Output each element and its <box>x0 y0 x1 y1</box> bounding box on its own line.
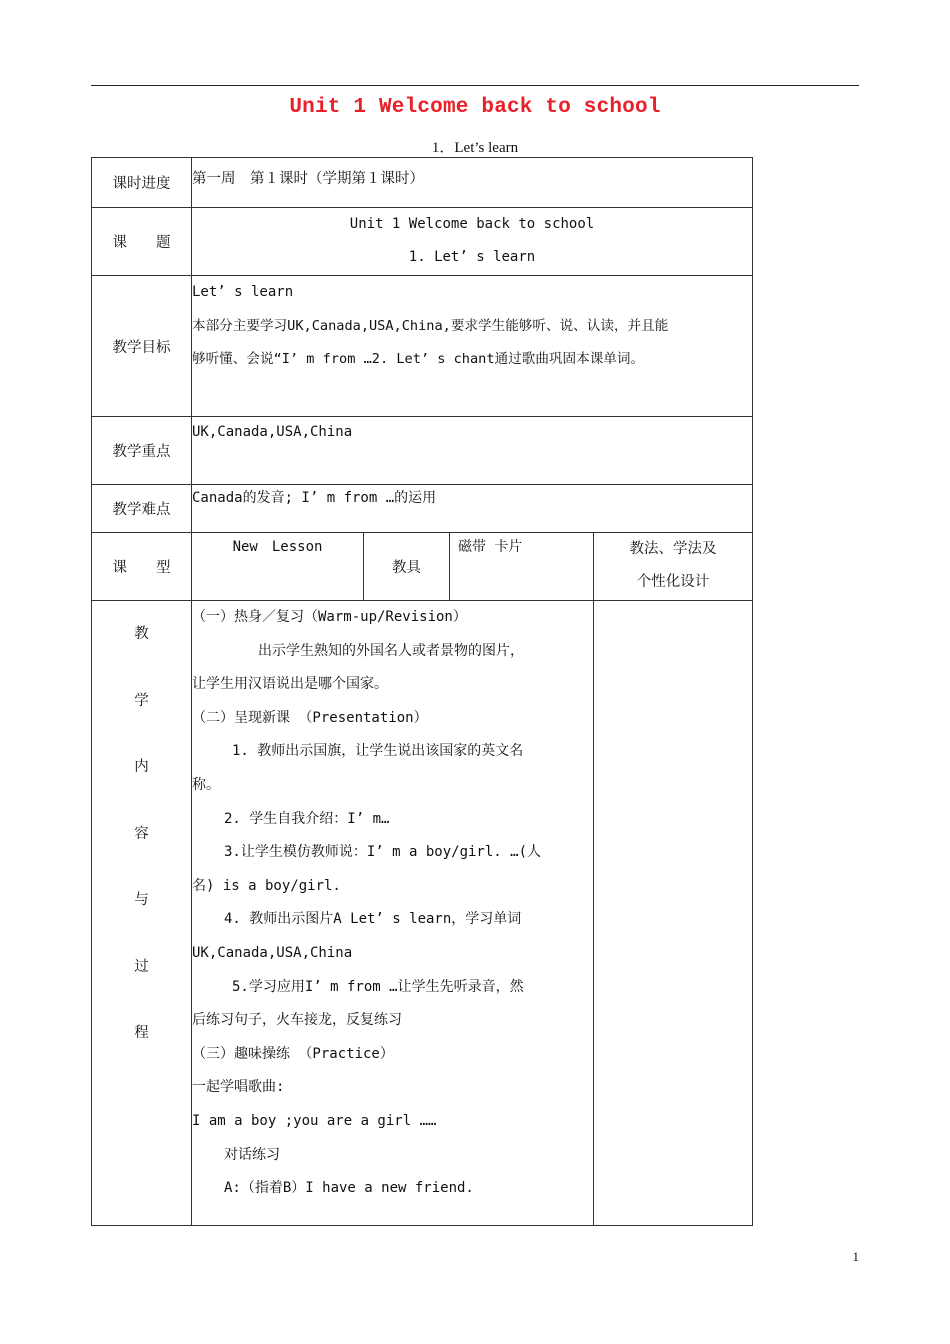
row-difficulties <box>92 485 753 533</box>
design-label-line-2: 个性化设计 <box>636 574 710 590</box>
process-label-char: 程 <box>134 1025 149 1041</box>
key-points-value: UK,Canada,USA,China <box>192 417 753 485</box>
header-rule <box>91 85 859 86</box>
process-line: 一起学唱歌曲: <box>192 1079 285 1096</box>
process-line: 出示学生熟知的外国名人或者景物的图片， <box>258 642 524 659</box>
lesson-plan-table <box>91 157 753 1226</box>
process-line: 1. 教师出示国旗，让学生说出该国家的英文名 <box>232 743 524 760</box>
process-label-char: 与 <box>134 892 149 908</box>
key-points-label: 教学重点 <box>92 417 192 485</box>
difficulties-label: 教学难点 <box>92 485 192 533</box>
process-line: 4. 教师出示图片A Let’ s learn，学习单词 <box>224 911 522 928</box>
tools-label: 教具 <box>364 533 450 601</box>
process-line: A:（指着B）I have a new friend. <box>224 1180 474 1197</box>
topic-label: 课 题 <box>92 208 192 276</box>
goals-line-1: Let’ s learn <box>192 284 294 300</box>
row-progress <box>92 158 753 208</box>
lesson-type-label: 课 型 <box>92 533 192 601</box>
row-lesson-type <box>92 533 753 601</box>
process-content <box>192 601 594 1226</box>
process-label <box>92 601 192 1226</box>
design-label-line-1: 教法、学法及 <box>629 541 717 557</box>
process-line: （三）趣味操练 （Practice） <box>192 1045 394 1062</box>
goals-value <box>192 276 753 417</box>
row-process <box>92 601 753 1226</box>
lesson-type-value: New Lesson <box>192 533 364 601</box>
process-line: 名) is a boy/girl. <box>192 877 341 894</box>
process-line: 让学生用汉语说出是哪个国家。 <box>192 676 388 693</box>
process-line: 后练习句子，火车接龙，反复练习 <box>192 1012 402 1029</box>
topic-value <box>192 208 753 276</box>
document-title: Unit 1 Welcome back to school <box>289 96 661 119</box>
design-label <box>594 533 753 601</box>
progress-label: 课时进度 <box>92 158 192 208</box>
goals-label: 教学目标 <box>92 276 192 417</box>
difficulties-value: Canada的发音; I’ m from …的运用 <box>192 485 753 533</box>
row-key-points <box>92 417 753 485</box>
topic-line-1: Unit 1 Welcome back to school <box>349 216 595 232</box>
process-label-char: 过 <box>134 958 149 975</box>
process-line: 称。 <box>192 776 220 793</box>
process-label-char: 教 <box>134 626 149 642</box>
process-label-char: 内 <box>134 759 149 775</box>
process-line: （一）热身／复习（Warm-up/Revision） <box>192 609 467 625</box>
process-line: （二）呈现新课 （Presentation） <box>192 709 428 726</box>
document-subtitle: 1．Let’s learn <box>431 140 519 156</box>
process-line: UK,Canada,USA,China <box>192 944 353 961</box>
progress-value: 第一周 第１课时（学期第１课时） <box>192 158 753 208</box>
row-goals <box>92 276 753 417</box>
goals-line-3: 够听懂、会说“I’ m from …2. Let’ s chant通过歌曲巩固本课单词。 <box>192 351 645 367</box>
topic-line-2: 1. Let’ s learn <box>408 249 536 265</box>
process-label-char: 学 <box>134 692 149 709</box>
process-line: 5.学习应用I’ m from …让学生先听录音，然 <box>232 978 524 995</box>
page-number: 1 <box>852 1249 859 1264</box>
tools-value: 磁带 卡片 <box>450 533 594 601</box>
goals-line-2: 本部分主要学习UK,Canada,USA,China,要求学生能够听、说、认读，并且能 <box>192 317 669 334</box>
process-line: 对话练习 <box>224 1146 280 1163</box>
process-line: 2. 学生自我介绍：I’ m… <box>224 810 390 827</box>
row-topic <box>92 208 753 276</box>
process-label-char: 容 <box>134 825 149 842</box>
process-line: I am a boy ;you are a girl …… <box>192 1112 437 1129</box>
process-design-column <box>594 601 753 1226</box>
process-line: 3.让学生模仿教师说：I’ m a boy/girl. …(人 <box>224 844 542 861</box>
